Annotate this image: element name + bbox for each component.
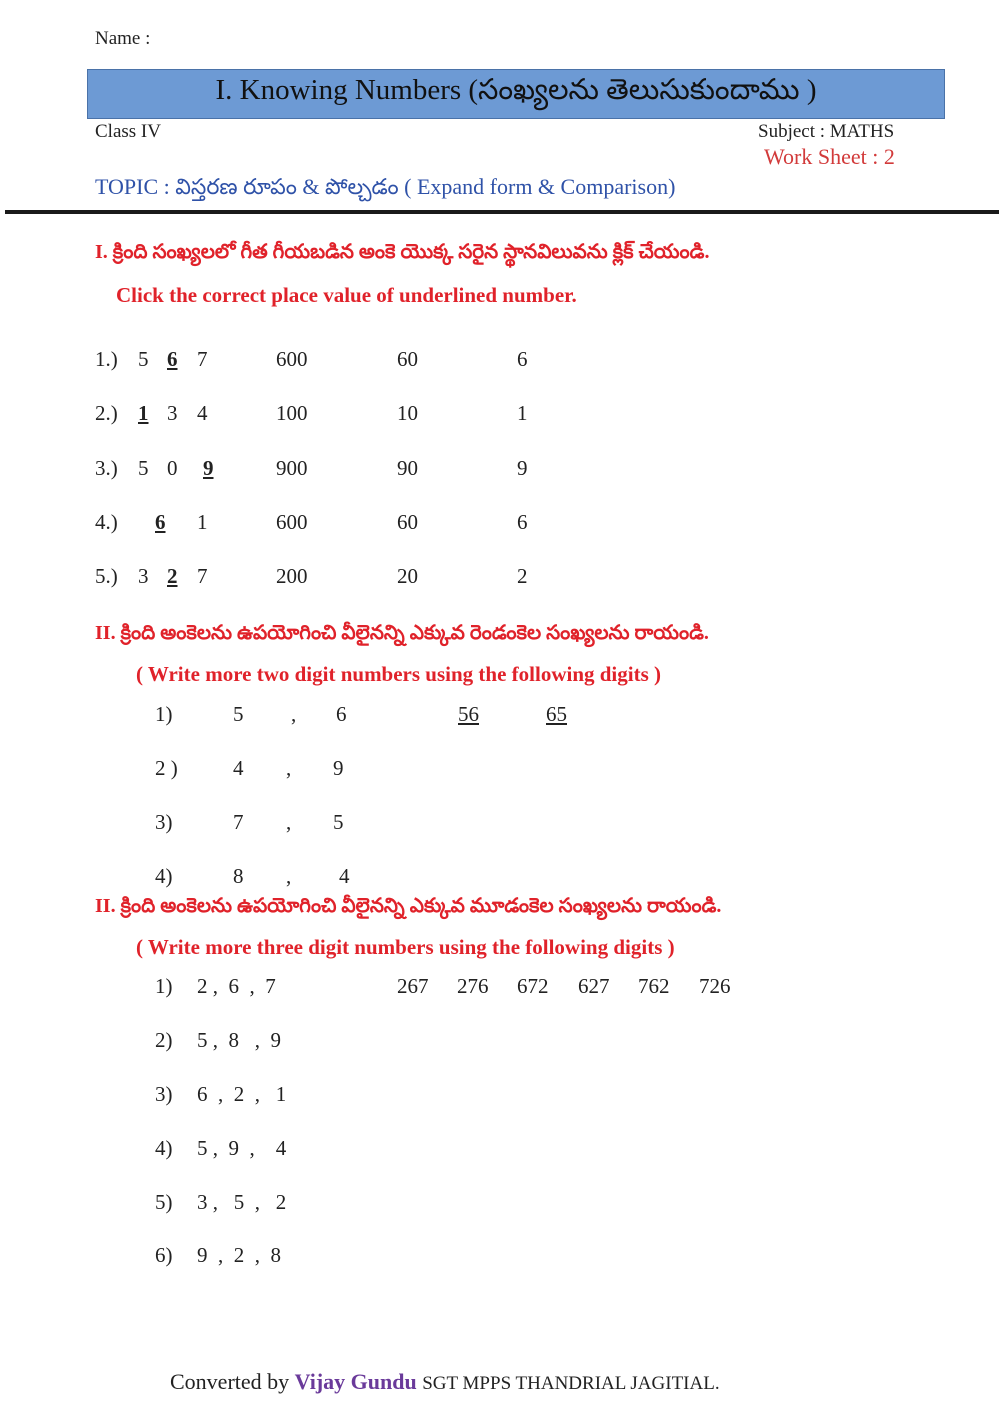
question-number: 5.) <box>95 564 118 588</box>
item-number: 3) <box>155 1082 173 1106</box>
answer-option[interactable]: 60 <box>397 510 418 534</box>
item-number: 1) <box>155 974 173 998</box>
section3-heading-telugu: II. క్రింది అంకెలను ఉపయోగించి వీలైనన్ని ఎక్కువ మూడంకెల సంఖ్యలను రాయండి. <box>95 895 722 917</box>
answer-option[interactable]: 600 <box>276 510 308 534</box>
answer-option[interactable]: 100 <box>276 401 308 425</box>
digit: 0 <box>167 456 178 480</box>
digit: 1 <box>197 510 208 534</box>
answer-number: 672 <box>517 974 549 998</box>
answer-option[interactable]: 900 <box>276 456 308 480</box>
answer-number: 726 <box>699 974 731 998</box>
answer-number: 627 <box>578 974 610 998</box>
topic-label: TOPIC : విస్తరణ రూపం & పోల్చడం ( Expand form & Comparison) <box>95 174 676 199</box>
digit: 5 <box>138 456 149 480</box>
footer-credit <box>170 1369 720 1395</box>
item-number: 5) <box>155 1190 173 1214</box>
answer-option[interactable]: 60 <box>397 347 418 371</box>
answer-option[interactable]: 90 <box>397 456 418 480</box>
answer-option[interactable]: 2 <box>517 564 528 588</box>
digit: 5 <box>233 702 244 726</box>
question-number: 4.) <box>95 510 118 534</box>
digit: 7 <box>197 347 208 371</box>
digits: 9 , 2 , 8 <box>197 1243 281 1267</box>
item-number: 4) <box>155 864 173 888</box>
footer-author: Vijay Gundu <box>294 1369 417 1394</box>
underlined-digit: 9 <box>203 456 214 480</box>
header-divider <box>5 210 999 214</box>
section2-heading-telugu: II. క్రింది అంకెలను ఉపయోగించి వీలైనన్ని ఎక్కువ రెండంకెల సంఖ్యలను రాయండి. <box>95 622 709 644</box>
item-number: 2 ) <box>155 756 178 780</box>
digit: 4 <box>233 756 244 780</box>
question-number: 1.) <box>95 347 118 371</box>
section1-heading-english: Click the correct place value of underlined number. <box>116 283 577 307</box>
footer-organization: SGT MPPS THANDRIAL JAGITIAL. <box>422 1373 720 1394</box>
class-label: Class IV <box>95 121 161 142</box>
answer-number: 267 <box>397 974 429 998</box>
digit: 7 <box>197 564 208 588</box>
comma: , <box>291 702 297 726</box>
digit: 8 <box>233 864 244 888</box>
digits: 3 , 5 , 2 <box>197 1190 287 1214</box>
section3-heading-english: ( Write more three digit numbers using the following digits ) <box>136 935 675 959</box>
underlined-digit: 6 <box>167 347 178 371</box>
comma: , <box>286 810 292 834</box>
answer-option[interactable]: 10 <box>397 401 418 425</box>
question-number: 3.) <box>95 456 118 480</box>
answer-option[interactable]: 1 <box>517 401 528 425</box>
answer-option[interactable]: 6 <box>517 510 528 534</box>
digit: 7 <box>233 810 244 834</box>
underlined-digit: 6 <box>155 510 166 534</box>
section2-heading-english: ( Write more two digit numbers using the following digits ) <box>136 662 662 686</box>
answer-option[interactable]: 9 <box>517 456 528 480</box>
item-number: 3) <box>155 810 173 834</box>
digit: 5 <box>333 810 344 834</box>
digits: 5 , 9 , 4 <box>197 1136 287 1160</box>
name-label: Name : <box>95 28 151 49</box>
digit: 9 <box>333 756 344 780</box>
item-number: 2) <box>155 1028 173 1052</box>
answer-number: 762 <box>638 974 670 998</box>
digit: 3 <box>138 564 149 588</box>
digits: 6 , 2 , 1 <box>197 1082 287 1106</box>
worksheet-number: Work Sheet : 2 <box>764 144 895 169</box>
footer-prefix: Converted by <box>170 1369 290 1394</box>
item-number: 6) <box>155 1243 173 1267</box>
answer-number: 65 <box>546 702 567 726</box>
digit: 4 <box>197 401 208 425</box>
digits: 5 , 8 , 9 <box>197 1028 281 1052</box>
item-number: 1) <box>155 702 173 726</box>
digit: 4 <box>339 864 350 888</box>
item-number: 4) <box>155 1136 173 1160</box>
underlined-digit: 1 <box>138 401 149 425</box>
section1-heading-telugu: I. క్రింది సంఖ్యలలో గీత గీయబడిన అంకె యొక్క సరైన స్థానవిలువను క్లిక్ చేయండి. <box>95 241 710 263</box>
worksheet-title: I. Knowing Numbers (సంఖ్యలను తెలుసుకుందాము ) <box>87 69 945 119</box>
digit: 5 <box>138 347 149 371</box>
answer-number: 56 <box>458 702 479 726</box>
digit: 3 <box>167 401 178 425</box>
question-number: 2.) <box>95 401 118 425</box>
answer-option[interactable]: 600 <box>276 347 308 371</box>
answer-number: 276 <box>457 974 489 998</box>
answer-option[interactable]: 200 <box>276 564 308 588</box>
digits: 2 , 6 , 7 <box>197 974 276 998</box>
comma: , <box>286 864 292 888</box>
underlined-digit: 2 <box>167 564 178 588</box>
comma: , <box>286 756 292 780</box>
digit: 6 <box>336 702 347 726</box>
answer-option[interactable]: 20 <box>397 564 418 588</box>
subject-label: Subject : MATHS <box>758 121 895 142</box>
answer-option[interactable]: 6 <box>517 347 528 371</box>
